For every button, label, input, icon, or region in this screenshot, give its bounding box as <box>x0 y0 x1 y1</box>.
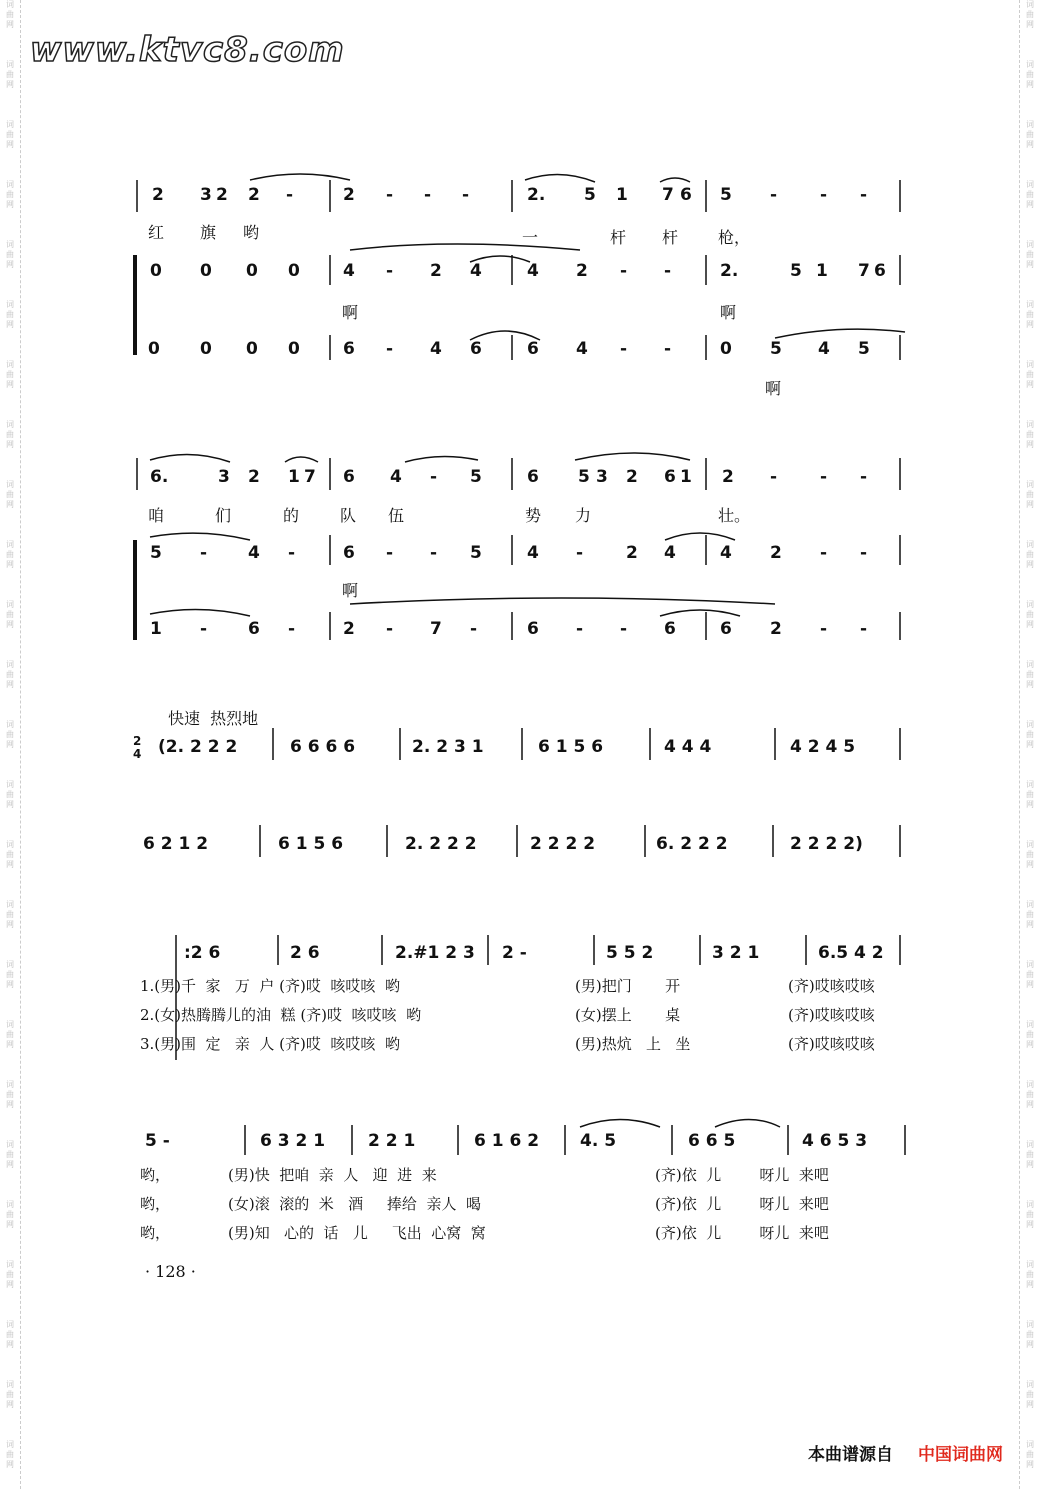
margin-watermark-text: 词 曲 网 <box>1026 60 1034 89</box>
svg-text:2: 2 <box>770 619 782 639</box>
margin-watermark-text: 词 曲 网 <box>6 240 14 269</box>
svg-text:-: - <box>386 339 394 359</box>
svg-text:6 1 5 6: 6 1 5 6 <box>278 834 344 854</box>
svg-text:3: 3 <box>218 467 230 487</box>
svg-text:-: - <box>576 619 584 639</box>
verse-3-line-2: 哟， <box>140 1224 171 1242</box>
svg-text:6 1 5 6: 6 1 5 6 <box>538 737 604 757</box>
margin-watermark-text: 词 曲 网 <box>1026 360 1034 389</box>
margin-watermark-text: 词 曲 网 <box>6 360 14 389</box>
margin-watermark-text: 词 曲 网 <box>6 600 14 629</box>
svg-text:2 2 2 2: 2 2 2 2 <box>530 834 596 854</box>
svg-text:-: - <box>576 543 584 563</box>
verse-1-line-2c: (齐)依 儿 呀儿 来吧 <box>655 1166 829 1184</box>
svg-text:5: 5 <box>770 339 782 359</box>
svg-text:-: - <box>200 619 208 639</box>
svg-text:2: 2 <box>248 185 260 205</box>
svg-text:0: 0 <box>246 261 258 281</box>
svg-text:-: - <box>820 467 828 487</box>
svg-text:-: - <box>430 543 438 563</box>
verse-2-line-1: 2.(女)热腾腾儿的油 糕 (齐)哎 咳哎咳 哟 <box>140 1006 422 1024</box>
choir-lyric-2: 啊 <box>720 303 737 322</box>
margin-watermark-text: 词 曲 网 <box>1026 1440 1034 1469</box>
svg-text:2: 2 <box>133 734 142 748</box>
svg-text:1: 1 <box>816 261 828 281</box>
svg-text:7: 7 <box>304 467 316 487</box>
svg-text:2.#1 2 3: 2.#1 2 3 <box>395 943 475 963</box>
svg-text:-: - <box>620 619 628 639</box>
verse-3-line-1: 3.(男)围 定 亲 人 (齐)哎 咳哎咳 哟 <box>140 1035 400 1053</box>
verse-3-line-1b: (男)热炕 上 坐 <box>575 1035 691 1053</box>
svg-text:4 6 5 3: 4 6 5 3 <box>802 1131 868 1151</box>
svg-text:6 1 6 2: 6 1 6 2 <box>474 1131 540 1151</box>
margin-watermark-text: 词 曲 网 <box>6 180 14 209</box>
svg-text:4: 4 <box>818 339 830 359</box>
margin-watermark-text: 词 曲 网 <box>6 60 14 89</box>
svg-text:4: 4 <box>133 747 142 761</box>
svg-text:-: - <box>462 185 470 205</box>
margin-watermark-text: 词 曲 网 <box>1026 1380 1034 1409</box>
svg-text:4 4 4: 4 4 4 <box>664 737 712 757</box>
svg-text:4: 4 <box>527 543 539 563</box>
svg-text:5: 5 <box>150 543 162 563</box>
svg-text:2 -: 2 - <box>502 943 527 963</box>
svg-text:4: 4 <box>527 261 539 281</box>
svg-text:6 2 1 2: 6 2 1 2 <box>143 834 209 854</box>
svg-text:4: 4 <box>430 339 442 359</box>
svg-text:-: - <box>386 619 394 639</box>
svg-text:4 2 4 5: 4 2 4 5 <box>790 737 856 757</box>
svg-text:6 6 5: 6 6 5 <box>688 1131 736 1151</box>
svg-text:6: 6 <box>527 467 539 487</box>
margin-watermark-text: 词 曲 网 <box>6 960 14 989</box>
margin-watermark-text: 词 曲 网 <box>6 0 14 29</box>
tempo-marking: 快速 热烈地 <box>168 709 259 728</box>
margin-watermark-text: 词 曲 网 <box>6 120 14 149</box>
margin-watermark-text: 词 曲 网 <box>6 1320 14 1349</box>
margin-watermark-text: 词 曲 网 <box>6 1020 14 1049</box>
svg-text:3 2 1: 3 2 1 <box>712 943 760 963</box>
svg-text:2 2 2 2): 2 2 2 2) <box>790 834 863 854</box>
verse-1-line-1b: (男)把门 开 <box>575 977 681 995</box>
margin-watermark-text: 词 曲 网 <box>1026 300 1034 329</box>
margin-watermark-text: 词 曲 网 <box>1026 780 1034 809</box>
lyric-6: 杆 <box>662 228 679 247</box>
svg-text:5: 5 <box>790 261 802 281</box>
svg-text:-: - <box>200 543 208 563</box>
margin-watermark-text: 词 曲 网 <box>6 780 14 809</box>
lyric-15: 壮。 <box>718 506 751 525</box>
svg-text:2 6: 2 6 <box>290 943 320 963</box>
svg-text:6 3 2 1: 6 3 2 1 <box>260 1131 326 1151</box>
svg-text:-: - <box>860 185 868 205</box>
svg-text:-: - <box>820 543 828 563</box>
lyric-4: 一 <box>522 228 539 247</box>
svg-text:5: 5 <box>470 543 482 563</box>
svg-text:5: 5 <box>470 467 482 487</box>
svg-text:6: 6 <box>664 467 676 487</box>
svg-text:6: 6 <box>343 467 355 487</box>
svg-text:-: - <box>664 261 672 281</box>
margin-watermark-text: 词 曲 网 <box>1026 1320 1034 1349</box>
svg-text::2 6: :2 6 <box>184 943 221 963</box>
choir-lyric-1: 啊 <box>342 303 359 322</box>
svg-text:6. 2 2 2: 6. 2 2 2 <box>656 834 728 854</box>
svg-text:-: - <box>770 467 778 487</box>
lyric-7: 枪， <box>718 228 751 247</box>
svg-text:-: - <box>470 619 478 639</box>
verse-2-line-2: 哟， <box>140 1195 171 1213</box>
margin-watermark-text: 词 曲 网 <box>1026 1080 1034 1109</box>
svg-text:-: - <box>386 261 394 281</box>
page-number: · 128 · <box>145 1262 196 1281</box>
svg-text:6: 6 <box>680 185 692 205</box>
lyric-10: 的 <box>283 506 300 525</box>
lyric-12: 伍 <box>388 506 405 525</box>
margin-watermark-text: 词 曲 网 <box>6 720 14 749</box>
verse-2-line-2b: (女)滚 滚的 米 酒 捧给 亲人 喝 <box>228 1195 481 1213</box>
svg-text:0: 0 <box>720 339 732 359</box>
lyric-14: 力 <box>575 506 592 525</box>
margin-watermark-text: 词 曲 网 <box>1026 1020 1034 1049</box>
svg-text:2: 2 <box>343 619 355 639</box>
margin-watermark-text: 词 曲 网 <box>1026 1200 1034 1229</box>
svg-text:0: 0 <box>150 261 162 281</box>
svg-text:0: 0 <box>288 261 300 281</box>
system-1-notes <box>148 185 886 359</box>
margin-watermark-text: 词 曲 网 <box>1026 480 1034 509</box>
lyric-8: 咱 <box>148 506 165 525</box>
lyric-11: 队 <box>340 506 357 525</box>
margin-watermark-text: 词 曲 网 <box>6 540 14 569</box>
margin-watermark-text: 词 曲 网 <box>1026 540 1034 569</box>
footer-source-label: 本曲谱源自 <box>808 1445 893 1465</box>
svg-text:-: - <box>620 261 628 281</box>
lyric-1: 红 <box>148 223 165 242</box>
svg-text:6: 6 <box>527 339 539 359</box>
margin-watermark-text: 词 曲 网 <box>6 900 14 929</box>
margin-watermark-text: 词 曲 网 <box>6 420 14 449</box>
svg-text:2: 2 <box>216 185 228 205</box>
svg-text:-: - <box>664 339 672 359</box>
svg-text:2: 2 <box>770 543 782 563</box>
svg-text:2: 2 <box>722 467 734 487</box>
svg-text:-: - <box>288 619 296 639</box>
svg-text:6: 6 <box>343 543 355 563</box>
svg-text:6: 6 <box>470 339 482 359</box>
svg-text:4. 5: 4. 5 <box>580 1131 617 1151</box>
svg-text:0: 0 <box>200 339 212 359</box>
svg-text:5: 5 <box>720 185 732 205</box>
margin-watermark-text: 词 曲 网 <box>6 660 14 689</box>
svg-text:-: - <box>860 619 868 639</box>
svg-text:2. 2 2 2: 2. 2 2 2 <box>405 834 477 854</box>
svg-text:4: 4 <box>248 543 260 563</box>
svg-text:0: 0 <box>200 261 212 281</box>
verse-1-line-1c: (齐)哎咳哎咳 <box>788 977 875 995</box>
svg-text:2.: 2. <box>527 185 546 205</box>
verse-2-line-1b: (女)摆上 桌 <box>575 1006 681 1024</box>
svg-text:2: 2 <box>576 261 588 281</box>
svg-text:4: 4 <box>664 543 676 563</box>
verse-3-line-1c: (齐)哎咳哎咳 <box>788 1035 875 1053</box>
svg-text:-: - <box>860 543 868 563</box>
margin-watermark-text: 词 曲 网 <box>6 1440 14 1469</box>
svg-text:5 5 2: 5 5 2 <box>606 943 654 963</box>
svg-text:6 6 6 6: 6 6 6 6 <box>290 737 356 757</box>
margin-watermark-text: 词 曲 网 <box>1026 1140 1034 1169</box>
svg-text:1: 1 <box>680 467 692 487</box>
margin-watermark-text: 词 曲 网 <box>6 840 14 869</box>
margin-watermark-text: 词 曲 网 <box>1026 900 1034 929</box>
svg-text:2: 2 <box>626 543 638 563</box>
svg-text:6: 6 <box>527 619 539 639</box>
svg-text:-: - <box>286 185 294 205</box>
verse-1-line-1: 1.(男)千 家 万 户 (齐)哎 咳哎咳 哟 <box>140 977 400 995</box>
svg-text:2: 2 <box>152 185 164 205</box>
lyric-2: 旗 <box>200 223 217 242</box>
svg-text:7: 7 <box>430 619 442 639</box>
verse-1-line-2b: (男)快 把咱 亲 人 迎 进 来 <box>228 1166 437 1184</box>
lyric-13: 势 <box>525 506 542 525</box>
margin-watermark-text: 词 曲 网 <box>1026 720 1034 749</box>
margin-watermark-text: 词 曲 网 <box>6 1080 14 1109</box>
svg-text:2: 2 <box>248 467 260 487</box>
margin-watermark-text: 词 曲 网 <box>1026 240 1034 269</box>
margin-watermark-text: 词 曲 网 <box>1026 0 1034 29</box>
svg-text:4: 4 <box>343 261 355 281</box>
svg-text:(2. 2 2 2: (2. 2 2 2 <box>158 737 238 757</box>
svg-text:6: 6 <box>874 261 886 281</box>
svg-text:7: 7 <box>858 261 870 281</box>
svg-text:-: - <box>770 185 778 205</box>
margin-watermark-text: 词 曲 网 <box>1026 420 1034 449</box>
verse-2-line-1c: (齐)哎咳哎咳 <box>788 1006 875 1024</box>
margin-watermark-text: 词 曲 网 <box>6 1200 14 1229</box>
svg-text:3: 3 <box>596 467 608 487</box>
verse-2-line-2c: (齐)依 儿 呀儿 来吧 <box>655 1195 829 1213</box>
footer-site-name[interactable]: 中国词曲网 <box>918 1445 1003 1465</box>
svg-text:1: 1 <box>288 467 300 487</box>
svg-text:4: 4 <box>390 467 402 487</box>
svg-text:3: 3 <box>200 185 212 205</box>
svg-text:6.: 6. <box>150 467 169 487</box>
verse-3-line-2b: (男)知 心的 话 儿 飞出 心窝 窝 <box>228 1224 486 1242</box>
margin-watermark-text: 词 曲 网 <box>1026 180 1034 209</box>
svg-text:5 -: 5 - <box>145 1131 170 1151</box>
svg-text:4: 4 <box>470 261 482 281</box>
margin-watermark-text: 词 曲 网 <box>1026 660 1034 689</box>
svg-text:2. 2 3 1: 2. 2 3 1 <box>412 737 484 757</box>
svg-text:2: 2 <box>626 467 638 487</box>
svg-text:6: 6 <box>720 619 732 639</box>
margin-watermark-text: 词 曲 网 <box>6 1260 14 1289</box>
svg-text:-: - <box>430 467 438 487</box>
lyric-3: 哟 <box>243 223 260 242</box>
svg-text:0: 0 <box>246 339 258 359</box>
margin-watermark-text: 词 曲 网 <box>1026 120 1034 149</box>
verse-3-line-2c: (齐)依 儿 呀儿 来吧 <box>655 1224 829 1242</box>
system-2-notes <box>150 467 867 639</box>
choir-lyric-4: 啊 <box>342 581 359 600</box>
svg-text:6: 6 <box>248 619 260 639</box>
svg-text:5: 5 <box>584 185 596 205</box>
svg-text:1: 1 <box>616 185 628 205</box>
site-watermark: www.ktvc8.com <box>30 30 345 70</box>
margin-watermark-text: 词 曲 网 <box>1026 1260 1034 1289</box>
svg-text:-: - <box>860 467 868 487</box>
margin-watermark-text: 词 曲 网 <box>6 480 14 509</box>
lyric-9: 们 <box>215 506 232 525</box>
margin-watermark-text: 词 曲 网 <box>1026 840 1034 869</box>
svg-text:-: - <box>820 185 828 205</box>
margin-watermark-text: 词 曲 网 <box>6 300 14 329</box>
svg-text:0: 0 <box>148 339 160 359</box>
svg-text:0: 0 <box>288 339 300 359</box>
verse-1-line-2: 哟， <box>140 1166 171 1184</box>
svg-text:4: 4 <box>576 339 588 359</box>
svg-text:2.: 2. <box>720 261 739 281</box>
svg-text:-: - <box>820 619 828 639</box>
svg-text:-: - <box>386 543 394 563</box>
choir-lyric-3: 啊 <box>765 379 782 398</box>
svg-text:6.5 4 2: 6.5 4 2 <box>818 943 884 963</box>
interlude-notes <box>133 734 863 854</box>
margin-watermark-text: 词 曲 网 <box>1026 960 1034 989</box>
margin-watermark-text: 词 曲 网 <box>6 1140 14 1169</box>
margin-watermark-text: 词 曲 网 <box>1026 600 1034 629</box>
svg-text:5: 5 <box>858 339 870 359</box>
svg-text:-: - <box>288 543 296 563</box>
svg-text:7: 7 <box>662 185 674 205</box>
svg-text:2: 2 <box>430 261 442 281</box>
svg-text:6: 6 <box>343 339 355 359</box>
svg-text:5: 5 <box>578 467 590 487</box>
lyric-5: 杆 <box>610 228 627 247</box>
svg-text:2 2 1: 2 2 1 <box>368 1131 416 1151</box>
svg-text:1: 1 <box>150 619 162 639</box>
svg-text:-: - <box>386 185 394 205</box>
svg-text:-: - <box>620 339 628 359</box>
svg-text:-: - <box>424 185 432 205</box>
svg-text:4: 4 <box>720 543 732 563</box>
svg-text:6: 6 <box>664 619 676 639</box>
svg-text:2: 2 <box>343 185 355 205</box>
margin-watermark-text: 词 曲 网 <box>6 1380 14 1409</box>
